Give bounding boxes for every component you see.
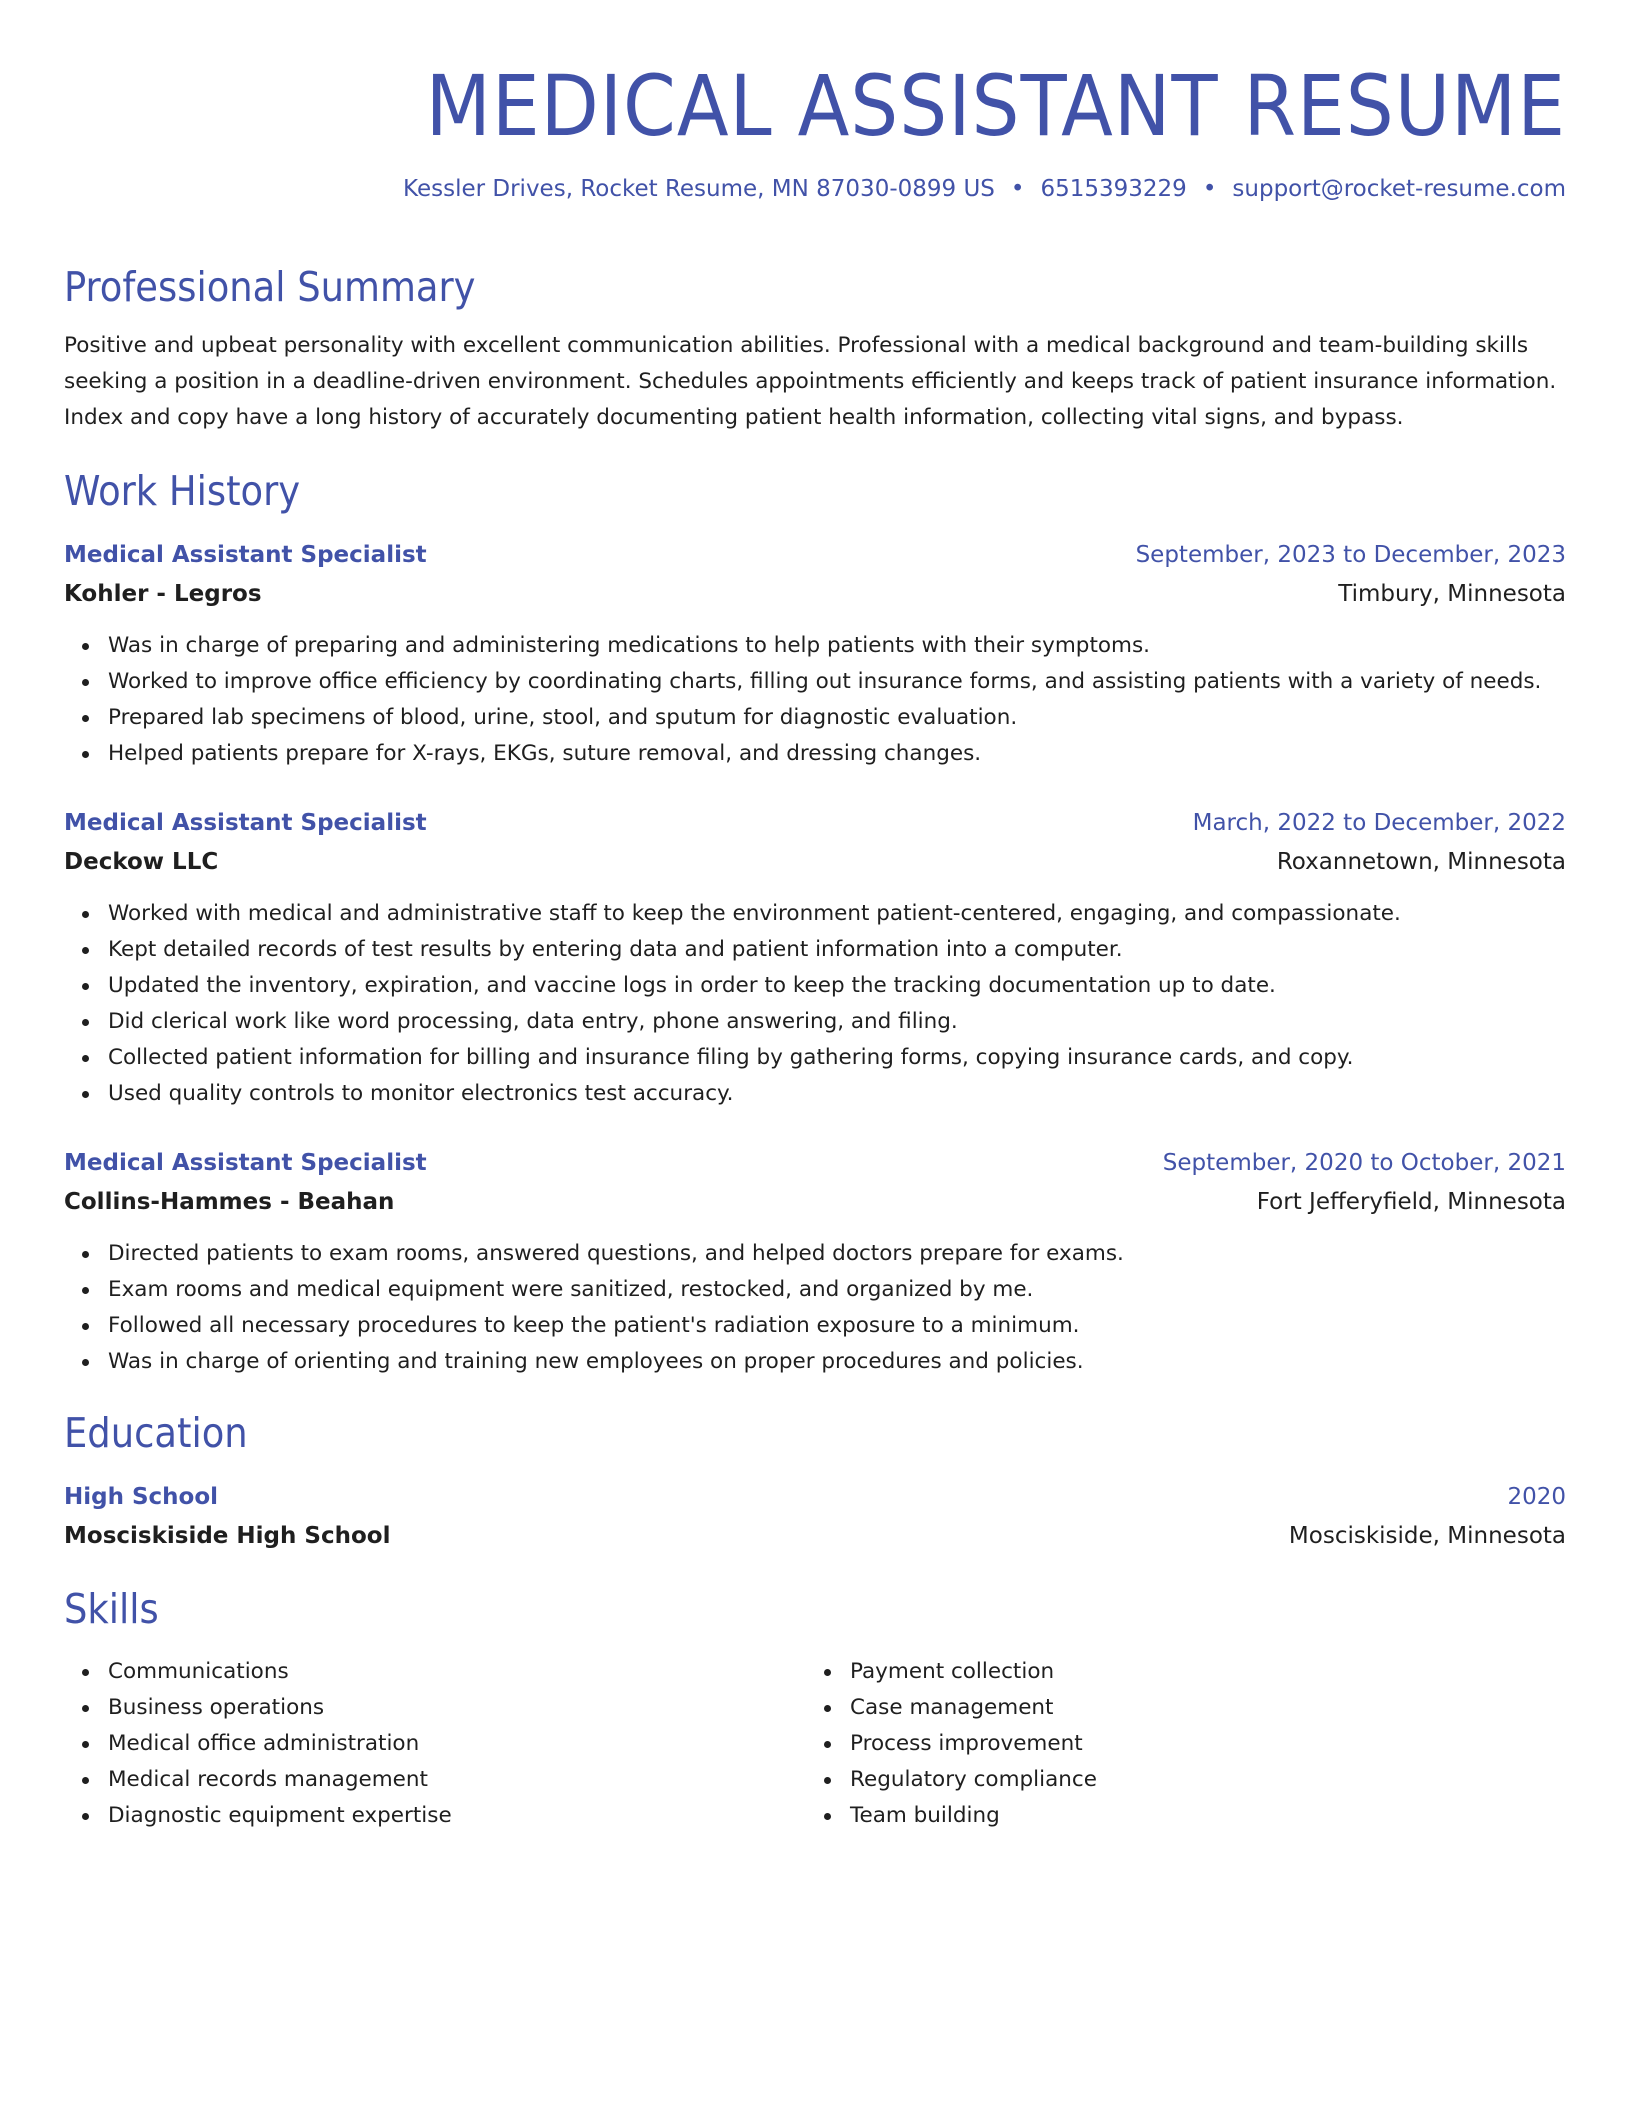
skill-item: Regulatory compliance bbox=[806, 1762, 1548, 1798]
contact-separator: • bbox=[1202, 176, 1217, 202]
job-bullets bbox=[64, 896, 1566, 1112]
job-dates: September, 2023 to December, 2023 bbox=[1135, 542, 1566, 568]
education-entry bbox=[64, 1478, 1566, 1556]
skills-heading: Skills bbox=[64, 1585, 159, 1633]
skill-item: Process improvement bbox=[806, 1726, 1548, 1762]
job-bullet: Directed patients to exam rooms, answered questions, and helped doctors prepare for exams. bbox=[64, 1236, 1566, 1272]
summary-heading: Professional Summary bbox=[64, 263, 476, 311]
skills-column-left bbox=[64, 1654, 806, 1834]
job-company: Kohler - Legros bbox=[64, 581, 262, 607]
job-bullet: Was in charge of orienting and training new employees on proper procedures and policies. bbox=[64, 1344, 1566, 1380]
education-location: Mosciskiside, Minnesota bbox=[1288, 1523, 1566, 1549]
job-bullet: Was in charge of preparing and administering medications to help patients with their symptoms. bbox=[64, 628, 1566, 664]
resume-page bbox=[64, 0, 1566, 1828]
job-bullet: Prepared lab specimens of blood, urine, stool, and sputum for diagnostic evaluation. bbox=[64, 700, 1566, 736]
skill-item: Payment collection bbox=[806, 1654, 1548, 1690]
skills-column-right bbox=[806, 1654, 1548, 1834]
job-bullet: Helped patients prepare for X-rays, EKGs, suture removal, and dressing changes. bbox=[64, 736, 1566, 772]
job-bullet: Exam rooms and medical equipment were sanitized, restocked, and organized by me. bbox=[64, 1272, 1566, 1308]
contact-email[interactable]: support@rocket-resume.com bbox=[1232, 176, 1566, 202]
job-location: Timbury, Minnesota bbox=[1338, 581, 1566, 607]
job-bullet: Used quality controls to monitor electronics test accuracy. bbox=[64, 1076, 1566, 1112]
job-bullet: Updated the inventory, expiration, and vaccine logs in order to keep the tracking documentation up to date. bbox=[64, 968, 1566, 1004]
job-role: Medical Assistant Specialist bbox=[64, 1150, 427, 1176]
skill-item: Medical records management bbox=[64, 1762, 806, 1798]
job-bullet: Collected patient information for billing and insurance filing by gathering forms, copying insurance cards, and copy. bbox=[64, 1040, 1566, 1076]
job-role: Medical Assistant Specialist bbox=[64, 542, 427, 568]
contact-phone: 6515393229 bbox=[1040, 176, 1187, 202]
job-bullet: Followed all necessary procedures to keep the patient's radiation exposure to a minimum. bbox=[64, 1308, 1566, 1344]
job-location: Fort Jefferyfield, Minnesota bbox=[1256, 1189, 1566, 1215]
job-entry bbox=[64, 804, 1566, 1112]
job-entry bbox=[64, 536, 1566, 772]
job-bullets bbox=[64, 1236, 1566, 1380]
job-role: Medical Assistant Specialist bbox=[64, 810, 427, 836]
education-year: 2020 bbox=[1507, 1484, 1566, 1510]
skill-item: Medical office administration bbox=[64, 1726, 806, 1762]
job-dates: March, 2022 to December, 2022 bbox=[1192, 810, 1566, 836]
job-bullet: Did clerical work like word processing, data entry, phone answering, and filing. bbox=[64, 1004, 1566, 1040]
job-dates: September, 2020 to October, 2021 bbox=[1162, 1150, 1566, 1176]
job-entry bbox=[64, 1144, 1566, 1380]
skill-item: Team building bbox=[806, 1798, 1548, 1834]
skill-item: Communications bbox=[64, 1654, 806, 1690]
job-company: Deckow LLC bbox=[64, 849, 219, 875]
skills-list bbox=[64, 1640, 1566, 1834]
skill-item: Business operations bbox=[64, 1690, 806, 1726]
contact-line bbox=[403, 174, 1566, 204]
contact-address: Kessler Drives, Rocket Resume, MN 87030-0899 US bbox=[403, 176, 995, 202]
summary-text: Positive and upbeat personality with excellent communication abilities. Professional with a medical background and team-building skills seeking a position in a deadline-driven environment. Schedules appointments efficiently and keeps track of patient insurance information. Index and copy have a long history of accurately documenting patient health information, collecting vital signs, and bypass. bbox=[64, 333, 1557, 430]
job-bullets bbox=[64, 628, 1566, 772]
education-heading: Education bbox=[64, 1409, 248, 1457]
work-history-heading: Work History bbox=[64, 467, 301, 515]
job-bullet: Worked to improve office efficiency by coordinating charts, filling out insurance forms, and assisting patients with a variety of needs. bbox=[64, 664, 1566, 700]
job-bullet: Worked with medical and administrative staff to keep the environment patient-centered, engaging, and compassionate. bbox=[64, 896, 1566, 932]
job-bullet: Kept detailed records of test results by entering data and patient information into a computer. bbox=[64, 932, 1566, 968]
resume-title: MEDICAL ASSISTANT RESUME bbox=[425, 57, 1566, 155]
job-location: Roxannetown, Minnesota bbox=[1276, 849, 1566, 875]
skill-item: Case management bbox=[806, 1690, 1548, 1726]
contact-separator: • bbox=[1010, 176, 1025, 202]
education-school: Mosciskiside High School bbox=[64, 1523, 391, 1549]
skill-item: Diagnostic equipment expertise bbox=[64, 1798, 806, 1834]
education-degree: High School bbox=[64, 1484, 219, 1510]
job-company: Collins-Hammes - Beahan bbox=[64, 1189, 395, 1215]
